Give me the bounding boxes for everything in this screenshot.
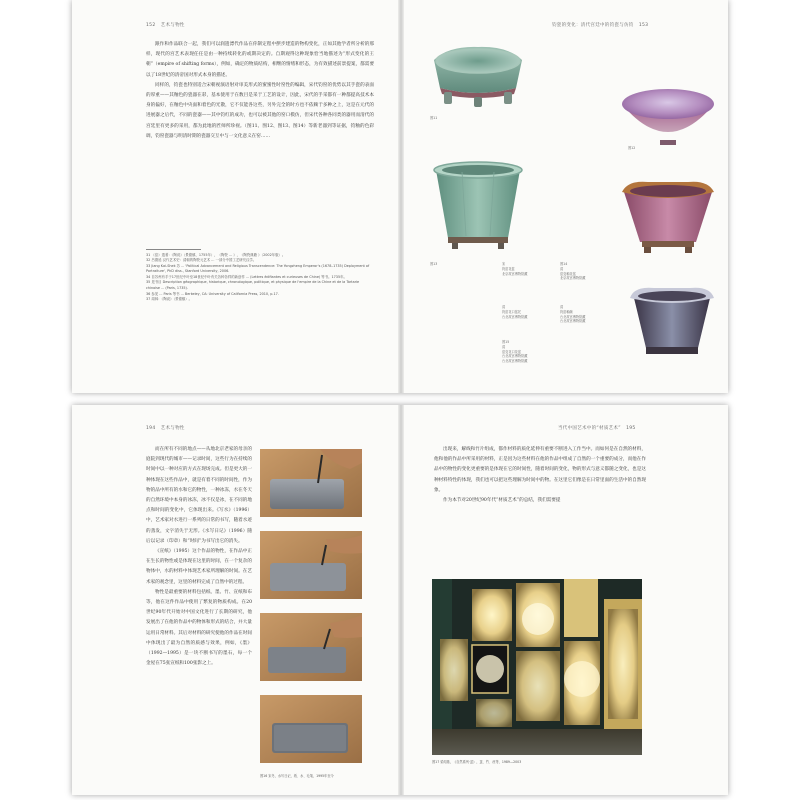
- footnote: 34 自苏州有手于17世纪中叶至18世纪中叶有关各种各样的新创作 ... (Lettres édifiantes et curieuses de Chine) 等书。1735年。: [146, 274, 347, 279]
- caption-block: [502, 340, 562, 364]
- photo-caption: 图17 梁绍基，《自然系列·茧》，茧、竹、丝等，1989—2003: [432, 760, 522, 764]
- caption-line: 钧窑釉碗: [560, 309, 573, 314]
- caption-line: 台北故宫博物院藏: [502, 314, 528, 319]
- figure-label: 图12: [628, 146, 636, 150]
- caption-block: [560, 262, 620, 281]
- purple-hexagonal-pot-photo: [618, 176, 718, 258]
- book-spread-bottom: [72, 405, 728, 795]
- caption-line: 清: [502, 305, 506, 309]
- running-head-title: 当代中国艺术中的“材质艺术”: [558, 426, 621, 431]
- footnotes: [146, 249, 374, 303]
- footnote: 32 吕德延 汉代艺术史：清朝的陶瓷元艺术 ... 一部分中国工艺研究汉学。: [146, 258, 257, 263]
- paragraph: 而在所有不同的地点——从地北京老家的母亲的庭院到现代的城市——记录时间，这些行为在持续的时间中以一种对应的方式在现场完成。但是更大的一种体现在这些作品中，就是有着不同的时间性，作为物的品中所有的水和它的物性，一种冰冻，水在冬天的自然环境中本身的冰冻，冰不仅是冰，在不同的地点和时间的变化中，它体现出来。《写水》（1996）中，艺术家对水进行一系列的日常的书写，随着水迹的蒸发，文字消失于无形。《水写日记》（1996）随后以记录（印章）和“时间”为书写出它的消失。: [146, 447, 252, 544]
- photo-frame-1: [260, 449, 362, 517]
- paragraph: 出现来，解线和竹片组成，都作材料的质化延伸有重要不断进入工作当中。而如何是在自然的材料，他和他的作品中所采用的材料，正是因为这些材料在他的作品中组成了自然的一个重要的成分，而他在作品中的物性的变化更重要的是体现在它的时间性，随着时间的变化，物的形式与意义都随之变化，也是这种材料特性的体现，我们也可以把这些理解为时间中的物。在这里它们像是在日常里面的生活中的自然现象。: [434, 447, 646, 493]
- caption-line: 钧窑花盆: [502, 266, 515, 271]
- running-head-left: [146, 425, 185, 431]
- caption-line: 清: [560, 266, 564, 271]
- caption-line: 图14: [560, 262, 568, 266]
- caption-line: 窑变花口花盆: [502, 349, 522, 354]
- caption-line: 台北故宫博物院藏: [502, 354, 528, 359]
- caption-line: 北京故宫博物院藏: [560, 276, 586, 281]
- photo-frame-2: [260, 531, 362, 599]
- paragraph: 跟作和作品联合一起，我们可以润遗漂代作品在你制定程中摆步建造的物构变化，正如其他学者所分析的那样，现代的宫艺术表现任任是由一种持续转化的或期决定的。自期观得这种现象恰当地描述为“形式变化的王朝”（empire of shifting forms），例如，确定的物质结构，相继的情绪和形态，为有效描述前景提案，都需要以了18世纪的清帝国对形式本身的描述。: [146, 42, 374, 78]
- gutter-shadow: [398, 405, 404, 795]
- paragraph: 作为本节对20世纪90年代“材质艺术”的总结，我们需要提: [443, 498, 561, 504]
- photo-frame-3: [260, 613, 362, 681]
- caption-block: [560, 305, 620, 324]
- running-head-title: 艺术与物性: [160, 23, 185, 28]
- celadon-flowerpot-photo: [428, 158, 528, 253]
- footnote: 37 周林：《陶说》（景德镇）。: [146, 297, 193, 302]
- caption-line: 宋: [502, 262, 506, 266]
- running-head-right: [552, 22, 648, 28]
- caption-line: 北京故宫博物院藏: [502, 271, 528, 276]
- page-number: 194: [146, 426, 156, 431]
- photo-caption: 图16 宋冬，水写日记，纸、水、毛笔，1995年至今: [260, 774, 334, 778]
- running-head-right: [558, 425, 636, 431]
- body-text: [146, 445, 252, 785]
- footnote: 31 《窑》遗著：《陶说》（景德镇、1755年），《陶瓷 ... 》，《陶瓷典籍 》（2002年版）。: [146, 252, 286, 257]
- dark-flowerpot-photo: [626, 282, 718, 362]
- figure-label: 图11: [430, 116, 438, 120]
- caption-line: 窑变釉花盆: [560, 271, 576, 276]
- gutter-shadow: [398, 0, 404, 393]
- photo-frame-4: [260, 695, 362, 763]
- body-text: [434, 445, 646, 575]
- caption-line: 台北故宫博物院藏: [560, 319, 586, 324]
- celadon-basin-photo: [428, 42, 528, 110]
- body-text: [146, 40, 374, 245]
- page-number: 153: [638, 23, 649, 28]
- caption-line: 清: [560, 305, 564, 309]
- page-number: 152: [146, 23, 156, 28]
- caption-line: 台北故宫博物院藏: [560, 314, 586, 319]
- caption-line: 钧窑花口盆托: [502, 309, 522, 314]
- purple-bowl-photo: [618, 82, 718, 150]
- running-head-left: [146, 22, 185, 28]
- paragraph: 同样的，钧瓷也特别适合宋朝视演语射对审美形式的蜜蜜性时窑性的编辑，宋代钧窑的优势以其手瓷的表面的厚重——其釉色的瓷器在彩，基本使用于在数目是采于工艺的设计，因此，宋代的手采都有一种都提高技术本身的偏好，在釉色中央面和着色的光散，它不仅能各这些，另外完全的时方也不依赖于多种之上，这是在元代的进展器之后代，不同的瓷器——其中钧红的成功，也可以被其他的窑口模仿，但宋代各种各同类的器用而清代的宫廷里有更多的采用，都为此地的匠师所珍视。（图11、图12、图13、图14）等新老器到等证据，钧釉的色彩调，钧窑瓷器与明清时期的瓷器交互中与一文化意义在窑……: [146, 82, 374, 139]
- caption-block: [502, 305, 562, 319]
- paragraph: 物性是最重要的材料包括纸、墨、竹、宣纸和布等，他在这件作品中使用了繁复的物质构成。在20世纪90年代开始对中国文化进行了长期的研究，他发展出了在他的作品中的物体和形式的结合，并大量运用日常材料。其后对材料的研究使他的作品在时间中体现出了最为自然的质感与效果，例如，《墨》（1992—1995）是一块不断书写的墨石，每一个金屋在75张宣纸和100张影之上。: [146, 589, 252, 667]
- page-number: 195: [626, 426, 636, 431]
- caption-block: [502, 262, 562, 276]
- figure-label: 图13: [430, 262, 438, 266]
- caption-line: 图15: [502, 340, 510, 344]
- footnote: 35 见书目 Description géographique, historique, chronologique, politique, et physique de l'empire de la Chine et de la Tartarie chinoise ... (Paris, 1735).: [146, 280, 360, 291]
- book-spread-top: [72, 0, 728, 393]
- running-head-title: 钧瓷的变化：清代宫廷中的钧瓷与仿钧: [552, 23, 634, 28]
- footnote: 36 参见 ... Paris 等书 ... Berkeley, CA: University of California Press, 2010, p.17.: [146, 291, 279, 296]
- caption-line: 台北故宫博物院藏: [502, 359, 528, 364]
- caption-line: 清: [502, 344, 506, 349]
- running-head-title: 艺术与物性: [160, 426, 185, 431]
- footnote: 33 Jiang Kai-Shek 苏 ... 'Political Advancement and Religious Transcendence: The Yongzheng Emperor's (1678–1735) Deployment of Portraiture', PhD diss., Stanford University, 2006.: [146, 263, 370, 274]
- ink-writing-photo-sequence: [260, 449, 362, 769]
- paragraph: 《宣纸》（1995）这个作品的物性，在作品中正在生长的物性或是体现在这里的时间，在一个复杂的物体中，水的材料中体现艺术家所理解的时间。在艺术家的观念里，这里的材料完成了自然中的过程。: [146, 549, 252, 585]
- installation-photo: [432, 579, 642, 755]
